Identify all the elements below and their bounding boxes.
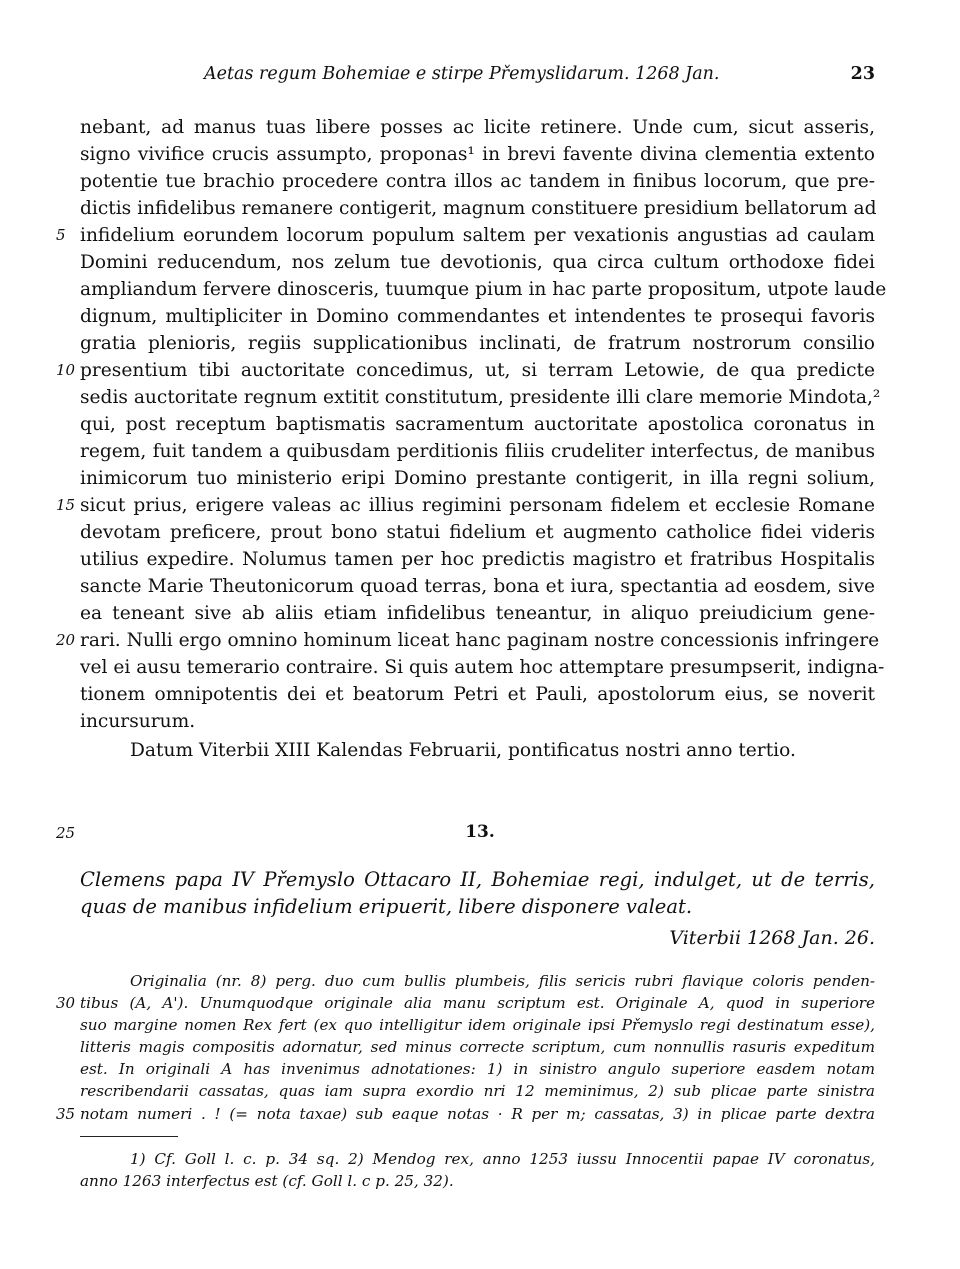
document-number: 13. <box>465 822 495 842</box>
regest-line: quas de manibus infidelium eripuerit, libere disponere valeat. <box>80 895 693 918</box>
page-number: 23 <box>850 64 875 84</box>
apparatus-line: notam numeri . ! (= nota taxae) sub eaque notas · R per m; cassatas, 3) in plicae parte dextra <box>80 1105 875 1123</box>
apparatus-line: Originalia (nr. 8) perg. duo cum bullis plumbeis, filis sericis rubri flavique coloris penden- <box>130 972 875 990</box>
place-date: Viterbii 1268 Jan. 26. <box>669 927 875 949</box>
text-line: regem, fuit tandem a quibusdam perditionis filiis crudeliter interfectus, de manibus <box>80 441 875 462</box>
line-number: 5 <box>56 226 66 244</box>
footnote-line: anno 1263 interfectus est (cf. Goll l. c p. 25, 32). <box>80 1172 454 1190</box>
line-number: 15 <box>56 496 76 514</box>
dating-clause: Datum Viterbii XIII Kalendas Februarii, pontificatus nostri anno tertio. <box>130 740 796 761</box>
apparatus-line: litteris magis compositis adornatur, sed minus correcte scriptum, cum nonnullis rasuris expeditum <box>80 1038 875 1056</box>
text-line: nebant, ad manus tuas libere posses ac licite retinere. Unde cum, sicut asseris, <box>80 117 875 138</box>
text-line: incursurum. <box>80 711 196 732</box>
text-line: ea teneant sive ab aliis etiam infidelibus teneantur, in aliquo preiudicium gene- <box>80 603 875 624</box>
text-line: potentie tue brachio procedere contra illos ac tandem in finibus locorum, que pre- <box>80 171 875 192</box>
text-line: qui, post receptum baptismatis sacramentum auctoritate apostolica coronatus in <box>80 414 875 435</box>
text-line: ampliandum fervere dinosceris, tuumque pium in hac parte propositum, utpote laude <box>80 279 887 300</box>
footnote-rule <box>80 1136 178 1137</box>
text-line: vel ei ausu temerario contraire. Si quis autem hoc attemptare presumpserit, indigna- <box>80 657 885 678</box>
page-header <box>80 62 875 92</box>
text-line: sicut prius, erigere valeas ac illius regimini personam fidelem et ecclesie Romane <box>80 495 875 516</box>
apparatus-line: suo margine nomen Rex fert (ex quo intelligitur idem originale ipsi Přemyslo regi destinatum esse), <box>80 1016 875 1034</box>
text-line: Domini reducendum, nos zelum tue devotionis, qua circa cultum orthodoxe fidei <box>80 252 875 273</box>
footnote-line: 1) Cf. Goll l. c. p. 34 sq. 2) Mendog rex, anno 1253 iussu Innocentii papae IV coronatus, <box>130 1150 875 1168</box>
regest-line: Clemens papa IV Přemyslo Ottacaro II, Bohemiae regi, indulget, ut de terris, <box>80 868 875 891</box>
line-number: 20 <box>56 631 76 649</box>
text-line: utilius expedire. Nolumus tamen per hoc predictis magistro et fratribus Hospitalis <box>80 549 875 570</box>
text-line: sancte Marie Theutonicorum quoad terras, bona et iura, spectantia ad eosdem, sive <box>80 576 875 597</box>
apparatus-line: est. In originali A has invenimus adnotationes: 1) in sinistro angulo superiore easdem notam <box>80 1060 875 1078</box>
apparatus-line: tibus (A, A'). Unumquodque originale alia manu scriptum est. Originale A, quod in superiore <box>80 994 875 1012</box>
text-line: dignum, multipliciter in Domino commendantes et intendentes te prosequi favoris <box>80 306 875 327</box>
text-line: tionem omnipotentis dei et beatorum Petri et Pauli, apostolorum eius, se noverit <box>80 684 875 705</box>
text-line: rari. Nulli ergo omnino hominum liceat hanc paginam nostre concessionis infringere <box>80 630 880 651</box>
running-title: Aetas regum Bohemiae e stirpe Přemyslidarum. 1268 Jan. <box>204 64 720 84</box>
text-line: dictis infidelibus remanere contigerit, magnum constituere presidium bellatorum ad <box>80 198 877 219</box>
text-line: presentium tibi auctoritate concedimus, ut, si terram Letowie, de qua predicte <box>80 360 875 381</box>
line-number: 25 <box>56 824 76 842</box>
text-line: sedis auctoritate regnum extitit constitutum, presidente illi clare memorie Mindota,² <box>80 387 881 408</box>
line-number: 10 <box>56 361 76 379</box>
text-line: devotam preficere, prout bono statui fidelium et augmento catholice fidei videris <box>80 522 875 543</box>
text-line: infidelium eorundem locorum populum saltem per vexationis angustias ad caulam <box>80 225 875 246</box>
text-line: gratia plenioris, regiis supplicationibus inclinati, de fratrum nostrorum consilio <box>80 333 875 354</box>
line-number: 35 <box>56 1105 76 1123</box>
text-line: inimicorum tuo ministerio eripi Domino prestante contigerit, in illa regni solium, <box>80 468 875 489</box>
text-line: signo vivifice crucis assumpto, proponas¹ in brevi favente divina clementia extento <box>80 144 875 165</box>
apparatus-line: rescribendarii cassatas, quas iam supra exordio nri 12 meminimus, 2) sub plicae parte sinistra <box>80 1082 875 1100</box>
line-number: 30 <box>56 994 76 1012</box>
